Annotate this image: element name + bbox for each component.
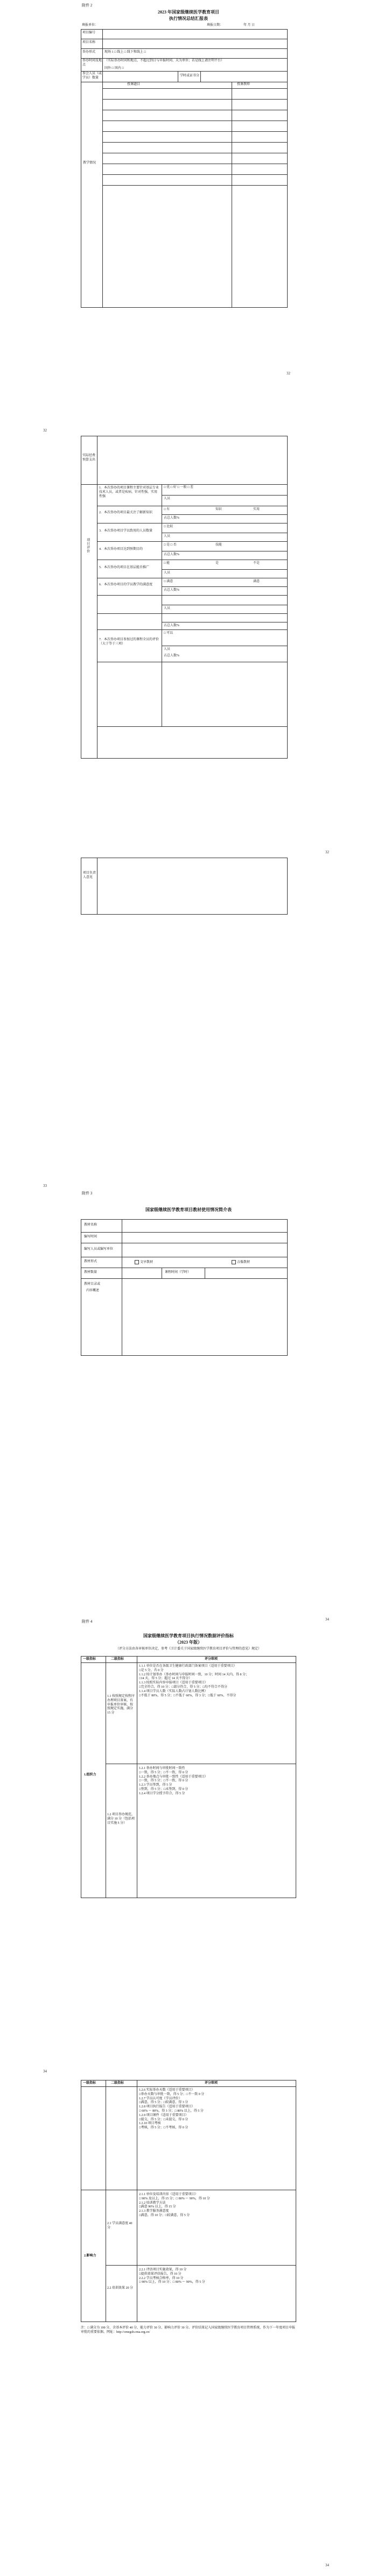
person-label-4: 人员 <box>164 607 171 610</box>
item-t8: □提交，得 5 分；□未提交，得 0 分 <box>139 2118 188 2121</box>
meta-unit: 填报单位： <box>82 24 99 27</box>
th-level2: 二级指标 <box>111 1658 124 1661</box>
col-tag-4: 满意 <box>253 580 260 583</box>
text-textbook-checkbox[interactable] <box>135 1260 139 1264</box>
row-label-time-place: 举办时间及地点 <box>82 59 102 67</box>
form-option-text <box>135 1260 153 1265</box>
person-pct-5: 占总人数% <box>164 654 179 657</box>
leader-opinion-label <box>83 872 96 880</box>
form-title-line2: 执行情况总结汇报表 <box>169 16 208 21</box>
eval-q4-opts: □ 是 □ 否 <box>164 543 177 547</box>
item-a5: 1.1.3 按照实际内容申报项目（适用于重要项目） <box>139 1681 208 1685</box>
item-b6: □签到，得 5 分；□未签到，得 0 分 <box>139 1787 188 1791</box>
meta-ymd: 年 月 日 <box>243 24 255 27</box>
item-m6: □满意，得 10 分；□较满意，得 5 分 <box>139 2213 190 2217</box>
form-option-text-label: 文字教材 <box>140 1261 153 1264</box>
th-level1: 一级指标 <box>83 1658 96 1661</box>
level1-organization: 1.组织力 <box>84 1773 96 1777</box>
item-b2: □一致，得 5 分；□不一致，得 0 分 <box>139 1771 188 1774</box>
item-t3: 1.2.7 学员认可度（学员评价） <box>139 2097 182 2100</box>
item-bt1: 2.2.1 评估项目实施效果，得 10 分 <box>139 2268 187 2271</box>
av-textbook-checkbox[interactable] <box>232 1260 236 1264</box>
person-pct-3: 占总人数% <box>164 589 179 592</box>
attachment-label: 附件 4 <box>82 1619 93 1624</box>
item-m1: 2.1.1 单位及培训内容（适用于重要项目） <box>139 2193 198 2196</box>
row-label-name: 教材名称 <box>84 1223 97 1227</box>
item-a2: □是 5 分，否 0 分 <box>139 1668 164 1672</box>
item-m2: □ 90% 及以上，得 15 分；□ 80% ～ 90%，得 10 分 <box>139 2197 210 2200</box>
row-label-audience: 参会人员（或学员）数量 <box>82 72 102 80</box>
eval-q1-opts: □ 优 □ 好 □ 一般 □ 差 <box>164 486 193 489</box>
page-number: 32 <box>325 850 329 854</box>
page-3 <box>0 850 377 1044</box>
page-number-bottom: 34 <box>325 2563 329 2567</box>
person-pct-2: 占总人数% <box>164 553 179 556</box>
item-t10: □考核，得 5 分；□不考核，得 0 分 <box>139 2126 188 2130</box>
item-t5: 1.2.8 项目执行报告（适用于重要项目） <box>139 2105 195 2109</box>
page-1 <box>0 0 377 377</box>
page-number: 32 <box>287 371 290 376</box>
page-number: 33 <box>43 1184 47 1188</box>
budget-label-2: 预算支出 <box>82 458 96 462</box>
level2-a: 1.1 按照规定按程序办理项目备案，有申报单位审核、按照规定实施，满分 15 分 <box>107 1695 135 1715</box>
th-items: 评分细项 <box>205 1658 218 1661</box>
row-label-form: 教材形式 <box>84 1260 97 1263</box>
row-label-project-name: 项目名称 <box>82 41 96 44</box>
eval-q5: 5．本次举办的项目在基层能否推广 <box>99 566 150 569</box>
items-a <box>139 1665 294 1698</box>
leader-opinion-label-2: 人意见 <box>83 875 93 879</box>
person-label-3: 人员 <box>164 571 171 575</box>
indicator-title: 国家级继续医学教育项目执行情况数据评价指标 <box>143 1633 234 1638</box>
form-option-av <box>232 1260 250 1265</box>
th-items: 评分细项 <box>205 2082 218 2085</box>
eval-q7: 7．本次举办项目参加过的课程全员的评价（大于等于三项） <box>99 638 159 646</box>
item-bt3: 2.2.2 学员考核合格率，得 10 分 <box>139 2276 184 2280</box>
item-b3: 1.2.2 举办地点与审批一致性（适用于重要项目） <box>139 1775 208 1779</box>
col-tag-6: 不是 <box>253 562 260 565</box>
eval-q5-opts: □ 能 <box>164 562 170 565</box>
th-level2: 二级指标 <box>111 2082 124 2085</box>
level1-influence: 2.影响力 <box>84 2254 96 2257</box>
level2-effect: 2.2 培训效果 20 分 <box>107 2287 134 2290</box>
teachers-col-head: 授课题目 <box>127 83 141 86</box>
row-label-time: 编写时间 <box>84 1235 97 1239</box>
textbook-title: 国家级继续医学教育项目教材使用情况简介表 <box>145 1207 232 1212</box>
page-number-left: 32 <box>43 428 47 433</box>
person-label-1: 人员 <box>164 497 171 500</box>
item-b1: 1.2.1 举办时间与审批时间一致性 <box>139 1767 185 1770</box>
eval-q2: 2．本次举办的项目最关注了解新知识 <box>99 511 153 514</box>
attachment-label: 附件 2 <box>82 3 93 8</box>
person-pct-4: 占总人数% <box>164 624 179 627</box>
page-2 <box>0 425 377 780</box>
item-m5: 2.1.3 教学服务满意度 <box>139 2210 169 2213</box>
evaluation-label: 项目评价 <box>86 538 89 553</box>
teachers-col-head2: 授课教师 <box>237 83 250 86</box>
eval-q6: 6．本次举办项目的学员教学的满意度 <box>99 583 153 586</box>
page-number: 34 <box>325 1617 329 1622</box>
col-tag-3: 技能 <box>215 543 222 547</box>
eval-q4: 4．本次举办项目达到预期目的 <box>99 548 143 551</box>
budget-label <box>82 454 96 463</box>
eval-q2-opts: □ 有 <box>164 508 170 511</box>
col-tag-1: 知识 <box>215 508 222 511</box>
eval-q1: 1．本次举办的项目课程主要针对基层专业技术人员，或者是疾病，针对性强，实用性强 <box>99 486 159 498</box>
footnote: 注：□ 满分为 100 分，含基本评价 40 分，能力评价 30 分，影响力评价 30 分。评价结果记入国家级继续医学教育项目管理系统，作为下一年度项目申报审批的重要依据。网址：http://cmegsb.cma.org.cn/ <box>81 2326 296 2334</box>
item-b7: 1.2.4 项目学分授予符合，得 5 分 <box>139 1792 185 1795</box>
item-t2: □举办天数与审批一致，得 5 分；□不一致 0 分 <box>139 2092 205 2096</box>
level2-b: 1.2 项目举办规范，满分 10 分（包括项目实施 5 分） <box>107 1813 135 1825</box>
row-label-total: 课程时间（学时） <box>165 1271 191 1274</box>
budget-label-1: 实际经费 <box>82 454 96 457</box>
time-place-hint: （实际举办时间和地点，不超过到日与申报时间、天为单位；若是线上请注明平台） <box>104 59 225 62</box>
item-m4: □满意 90% 以上，得 15 分 <box>139 2205 176 2209</box>
th-level1: 一级指标 <box>83 2082 96 2085</box>
page-5 <box>0 1614 377 1991</box>
page-6 <box>0 2066 377 2576</box>
item-b5: 1.2.3 学员签到，得 5 分 <box>139 1784 172 1787</box>
page-4 <box>0 1184 377 1560</box>
col-tag-2: 实用 <box>253 508 260 511</box>
textbook-table <box>81 1219 288 1356</box>
leader-opinion-box <box>81 858 288 915</box>
page-number-top: 34 <box>43 2069 47 2073</box>
row-label-project-no: 项目编号 <box>82 31 96 34</box>
teach-section-label: 教学情况 <box>83 161 96 165</box>
item-m3: 2.1.2 培训教学方法 <box>139 2201 166 2205</box>
attachment-label: 附件 3 <box>82 1191 93 1195</box>
time-place-options: 国外 □ 国内 □ <box>104 67 124 70</box>
person-label-5: 人员 <box>164 648 171 651</box>
item-t9: 1.2.10 项目考核 <box>139 2122 161 2126</box>
row-label-unit: 编写人员或编写单位 <box>84 1248 114 1251</box>
col-tag-5: 是 <box>215 562 219 565</box>
row-label-credits: 学时或证书分 <box>180 74 200 77</box>
item-t7: 1.2.9 项目课件（适用于重要项目） <box>139 2113 188 2117</box>
person-pct-1: 占总人数% <box>164 516 179 520</box>
item-a4: □14 天，得 5 分；超过 14 天不得分） <box>139 1677 192 1681</box>
form-title-line1: 2023 年国家级继续医学教育项目 <box>158 10 219 15</box>
item-t1: 1.2.6 实际举办天数（适用于重要项目） <box>139 2089 195 2092</box>
form-option-av-label: 音像教材 <box>237 1261 250 1264</box>
items-mid <box>139 2193 294 2218</box>
eval-q7-opts: □ 可以 <box>164 632 173 635</box>
person-label-2: 人员 <box>164 535 171 538</box>
items-top <box>139 2089 294 2131</box>
row-label-form: 举办形式 <box>82 51 96 54</box>
meta-date: 填报日期： <box>207 24 224 27</box>
item-t6: □ 60% ～ 80%，得 3 分；□ 80% 以上，得 5 分 <box>139 2109 204 2113</box>
indicator-note: （评分方法由各审核单位决定，参考《卫计委关于国家级继续医学教育项目评价与管理的意见》规定） <box>115 1647 261 1651</box>
row-label-summary1: 教材目录或 <box>84 1283 101 1286</box>
eval-q3-opts: □ 比较 <box>164 525 173 528</box>
items-bot <box>139 2268 294 2285</box>
item-a7: 1.1.4 项目学员人数（实际人数占计划人数比例） <box>139 1689 208 1693</box>
items-b <box>139 1767 294 1796</box>
row-label-count: 教材数量 <box>84 1271 97 1274</box>
item-a3: 1.1.2 按计划举办（举办时间与申报时间一致，10 分；时间 14 天内，得 8 分； <box>139 1673 249 1676</box>
item-t4: □满意，得 5 分；□较满意，得 3 分 <box>139 2101 188 2105</box>
item-bt2: □提供效果评估报告，得 10 分 <box>139 2272 181 2276</box>
level2-satisfaction: 2.1 学员满意度 40 分 <box>107 2222 132 2230</box>
indicator-year: （2023 年版） <box>175 1640 202 1645</box>
item-a8: □不低于 80%，得 5 分；□不低于 60%，得 3 分；□低于 60%，不得分 <box>139 1694 236 1697</box>
item-bt4: □ 90% 以上，得 10 分；□ 80% ～ 90%，得 5 分 <box>139 2281 205 2284</box>
row-label-summary2: 内容概述 <box>86 1289 100 1292</box>
item-a1: 1.1.1 单位是否在各级卫生健康行政部门备案项目（适用于重要项目） <box>139 1665 237 1668</box>
form-options: 现场 1 □ 线上 □ 线下和线上 □ <box>104 51 146 54</box>
item-a6: □完全符合，得 10 分；□部分符合，得 5 分；□均不符合不得分 <box>139 1685 227 1689</box>
item-b4: □一致，得 5 分；□不一致，得 0 分 <box>139 1779 188 1783</box>
eval-q6-opts: □ 满意 <box>164 580 173 583</box>
eval-q3: 3．本次举办项目学以致用的人员数量 <box>99 529 153 533</box>
leader-opinion-label-1: 项目负责 <box>83 872 96 875</box>
